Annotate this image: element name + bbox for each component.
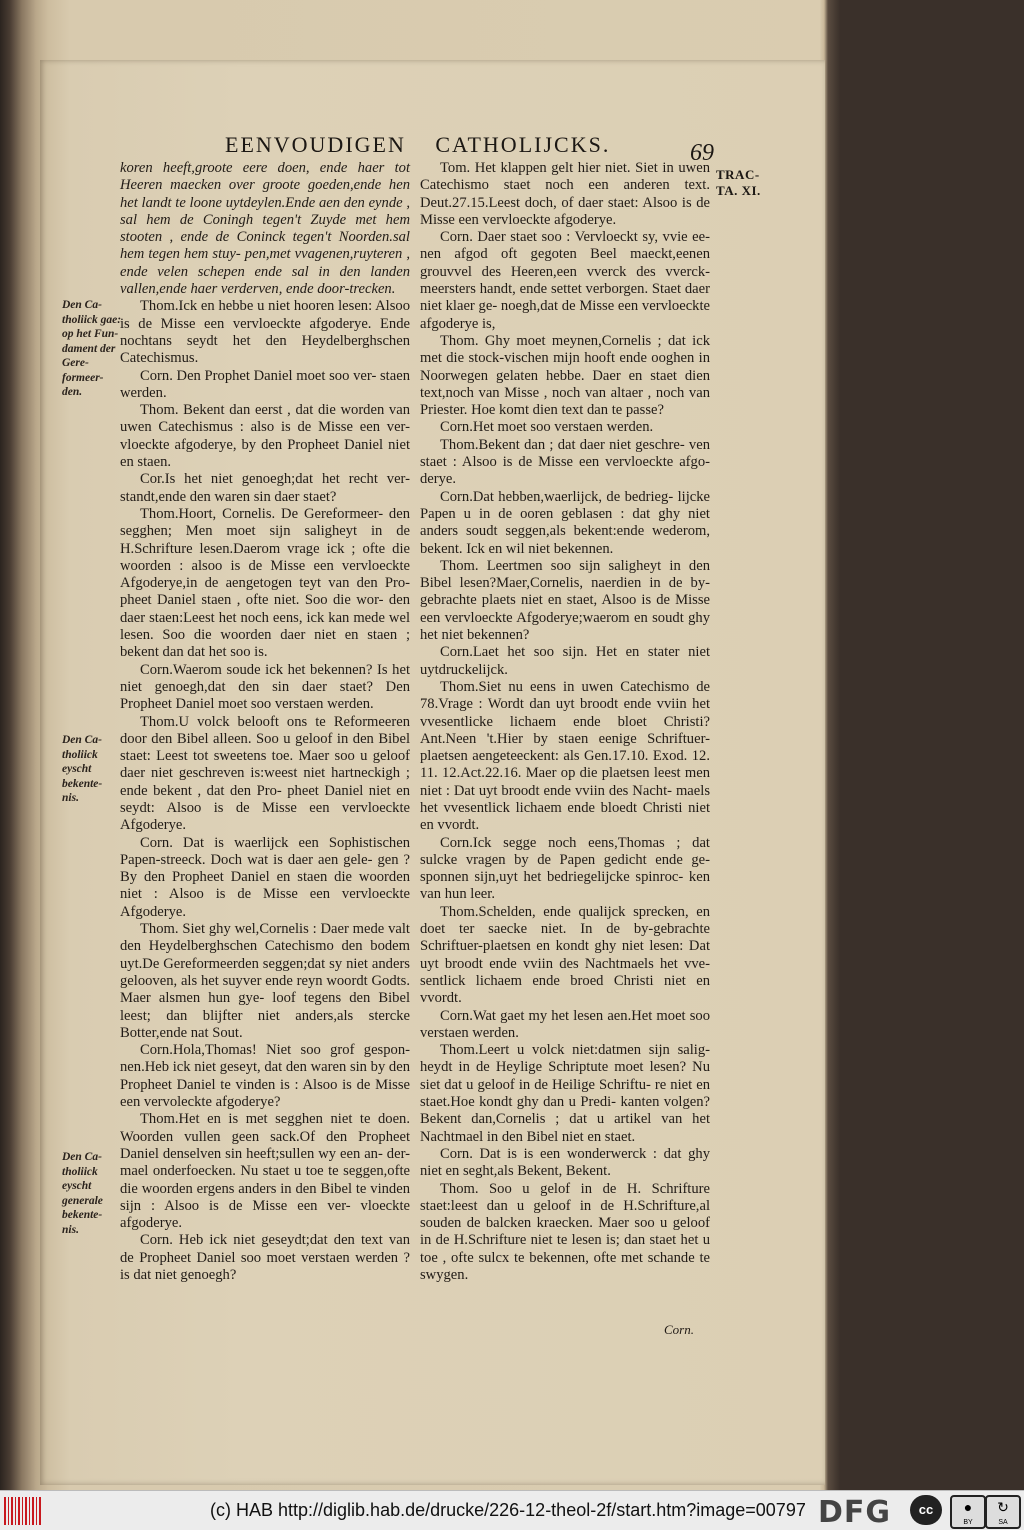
page-number: 69 bbox=[690, 140, 714, 166]
paragraph: Corn.Waerom soude ick het bekennen? Is het niet genoegh,dat den sin daer staet? Den Propheet Daniel moet soo verstaen werden. bbox=[120, 661, 410, 713]
by-label: BY bbox=[963, 1519, 973, 1526]
paragraph: Thom.U volck belooft ons te Reformeeren door den Bibel alleen. Soo u geloof in den Bibel staet: Leest tot sweetens toe. Maer soo u geloof daer niet geschreven is:weest niet hartneckigh ; ende bekent , dat den Pro- pheet Daniel niet en seydt: Alsoo is de Misse een vervloeckte Afgoderye. bbox=[120, 713, 410, 834]
running-head-right: CATHOLIJCKS. bbox=[435, 132, 611, 157]
paragraph: Thom. Leertmen soo sijn saligheyt in den Bibel lesen?Maer,Cornelis, naerdien in de by-gebrachte plaets niet en staet, Alsoo is de Misse een vervloeckte Afgoderye;waerom en soudt ghy het niet bekennen? bbox=[420, 557, 710, 644]
paragraph: Corn. Dat is is een wonderwerck : dat ghy niet en seght,als Bekent, Bekent. bbox=[420, 1145, 710, 1180]
paragraph: Corn. Daer staet soo : Vervloeckt sy, vvie ee- nen afgod oft gegoten Beel maeckt,eenen grouvvel des Heeren,een vverck des vverck-meersters handt, ende settet verborgen. Staet daer niet klaer ge- noegh,dat de Misse een vervloeckte afgoderye is, bbox=[420, 229, 710, 332]
paragraph: Cor.Is het niet genoegh;dat het recht ver- standt,ende den waren sin daer staet? bbox=[120, 471, 410, 505]
dfg-logo: DFG bbox=[818, 1495, 892, 1530]
running-head bbox=[225, 132, 745, 158]
paragraph: Corn.Laet het soo sijn. Het en stater niet uytdruckelijck. bbox=[420, 644, 710, 678]
paragraph: Thom.Bekent dan ; dat daer niet geschre- ven staet : Alsoo is de Misse een vervloeckte afgo- derye. bbox=[420, 436, 710, 488]
barcode-icon bbox=[4, 1497, 42, 1525]
paragraph: Corn.Dat hebben,waerlijck, de bedrieg- lijcke Papen u in de ooren geblasen : dat ghy niet anders soudt seggen,als bekent:ende wederom, bekent. Ick en wil niet bekennen. bbox=[420, 488, 710, 557]
paragraph: Thom.Schelden, ende qualijck sprecken, en doet ter saecke niet. In de by-gebrachte Schriftuer-plaetsen en kondt ghy niet lesen: Dat uyt broodt ende vviin des Nachtmaels het vve- sentlick lichaem ende broed Christi niet en vvordt. bbox=[420, 903, 710, 1007]
paragraph: Corn.Het moet soo verstaen werden. bbox=[440, 419, 654, 436]
margin-note: Den Ca- tholiick eyscht generale bekente- nis. bbox=[62, 1151, 103, 1236]
sa-label: SA bbox=[998, 1519, 1008, 1526]
paragraph: Corn.Ick segge noch eens,Thomas ; dat sulcke vragen by de Papen gedicht ende ge- sponnen sijn,uyt het bedriegelijcke spinroc- ken van hun leer. bbox=[420, 834, 710, 903]
margin-note: Den Ca- tholiick gae: op het Fun- dament der Gere- formeer- den. bbox=[62, 299, 122, 398]
paragraph: Thom.Siet nu eens in uwen Catechismo de 78.Vrage : Wordt dan uyt broodt ende vviin het vvesentlicke lichaem ende bloet Christi? Ant.Neen 't.Hier by staen eenige Schriftuer-plaetsen aengeteeckent: als Gen.17.10. Exod. 12. 11. 12.Act.22.16. Maer op die plaetsen leest men niet : Dat uyt broodt ende vviin des Nacht- maels het vvesentlick lichaem ende bloedt Christi niet en vvordt. bbox=[420, 678, 710, 834]
paragraph: Corn. Den Prophet Daniel moet soo ver- staen werden. bbox=[120, 367, 410, 401]
paragraph: Corn. Heb ick niet geseydt;dat den text van de Propheet Daniel soo moet verstaen werden ? is dat niet genoegh? bbox=[120, 1232, 410, 1283]
paragraph: Thom.Het en is met segghen niet te doen. Woorden vullen geen sack.Of den Propheet Daniel denselven sin heeft;sullen wy een an- der-mael onderfoecken. Nu staet u toe te seggen,ofte die woorden ergens anders in den Bibel te vinden sijn : Alsoo is de Misse een ver- vloeckte afgoderye. bbox=[120, 1111, 410, 1232]
paragraph: Tom. Het klappen gelt hier niet. Siet in uwen Catechismo staet noch een anderen text. Deut.27.15.Leest doch, of daer staet: Alsoo is de Misse een vervloeckte afgoderye. bbox=[420, 160, 710, 228]
paragraph: Thom. Siet ghy wel,Cornelis : Daer mede valt den Heydelberghschen Catechismo den bodem uyt.De Gereformeerden seggen;dat sy niet anders gelooven, als het suyver ende reyn woordt Godts. Maer alsmen hun gye- loof tegens den Bibel leest; dan blijfter niet anders,als stercke Botter,ende nat Sout. bbox=[120, 921, 410, 1041]
cc-license-icon: cc bbox=[910, 1495, 942, 1525]
paragraph: Corn.Hola,Thomas! Niet soo grof gespon- nen.Heb ick niet geseyt, dat den waren sin by den Propheet Daniel te vinden is : Alsoo is de Misse een vervoleckte afgoderye? bbox=[120, 1042, 410, 1111]
paragraph: Thom. Bekent dan eerst , dat die worden van uwen Catechismus : also is de Misse een ver- vloeckte afgoderye, by den Propheet Daniel niet en staen. bbox=[120, 402, 410, 471]
share-alike-icon: ↻ SA bbox=[985, 1495, 1021, 1529]
page-edge bbox=[820, 0, 1024, 1490]
source-citation-link[interactable]: (c) HAB http://diglib.hab.de/drucke/226-12-theol-2f/start.htm?image=00797 bbox=[210, 1500, 806, 1520]
catchword: Corn. bbox=[664, 1322, 694, 1337]
attribution-icon: ● BY bbox=[950, 1495, 986, 1529]
paragraph: koren heeft,groote eere doen, ende haer tot Heeren maecken over groote goeden,ende hen het landt te loone uytdeylen.Ende aen den eynde , sal hem de Coningh tegen't Zuyde met hem stooten , ende de Coninck tegen't Noorden.sal hem tegen hem stuy- pen,met vvagenen,ruyteren , ende velen schepen ende sal in den landen vallen,ende haer verderven, ende door-trecken. bbox=[120, 160, 410, 298]
footer-bar bbox=[0, 1490, 1024, 1530]
text-column-left bbox=[120, 160, 410, 1284]
tract-label-line: TRAC- bbox=[716, 167, 760, 182]
running-head-left: EENVOUDIGEN bbox=[225, 132, 406, 157]
paragraph: Thom.Leert u volck niet:datmen sijn salig- heydt in de Heylige Schriptute moet lesen? Nu siet dat u geloof in de Heilige Schriftu- re niet en staet.Hoe kondt ghy dan u Predi- kanten volgen? Bekent dan,Cornelis ; dat u artikel van het Nachtmael in den Bibel niet en staet. bbox=[420, 1042, 710, 1145]
text-column-right bbox=[420, 160, 710, 1284]
paragraph: Thom.Ick en hebbe u niet hooren lesen: Alsoo is de Misse een vervloeckte afgoderye. Ende nochtans seydt het den Heydelberghschen Catechismus. bbox=[120, 298, 410, 367]
paragraph: Thom.Hoort, Cornelis. De Gereformeer- den segghen; Men moet sijn saligheyt in de H.Schrifture lesen.Daerom vrage ick ; ofte die woorden : alsoo is de Misse een vervloeckte Afgoderye,in de aengetogen teyt van den Pro- pheet Daniel staen , ofte niet. Soo die wor- den daer staen:Leest het noch eens, ick kan mede wel lesen. Soo die woorden daer niet en staen ; bekent dan dat het soo is. bbox=[120, 505, 410, 661]
margin-note: Den Ca- tholiick eyscht bekente- nis. bbox=[62, 734, 103, 804]
paragraph: Thom. Ghy moet meynen,Cornelis ; dat ick met die stock-vischen mijn hooft ende ooghen in Noorwegen gelaten hebbe. Daer en staet dien text,noch van Misse , noch van altaer , noch van Priester. Hoe komt dien text dan te passe? bbox=[420, 332, 710, 419]
tract-label-line: TA. XI. bbox=[716, 183, 761, 198]
paragraph: Corn. Dat is waerlijck een Sophistischen Papen-streeck. Doch wat is daer aen gele- gen ? By den Propheet Daniel en staen die woorden niet : Alsoo is de Misse een vervloeckte Afgoderye. bbox=[120, 834, 410, 920]
paragraph: Corn.Wat gaet my het lesen aen.Het moet soo verstaen werden. bbox=[420, 1007, 710, 1041]
paragraph: Thom. Soo u gelof in de H. Schrifture staet:leest dan u geloof in de H.Schrifture,al souden de balcken kraecken. Maer soo u geloof in de H.Schrifture niet te lesen is; dan staet het u toe , ofte sulcx te bekennen, ofte met schande te swygen. bbox=[420, 1180, 710, 1283]
tract-label bbox=[716, 167, 776, 199]
